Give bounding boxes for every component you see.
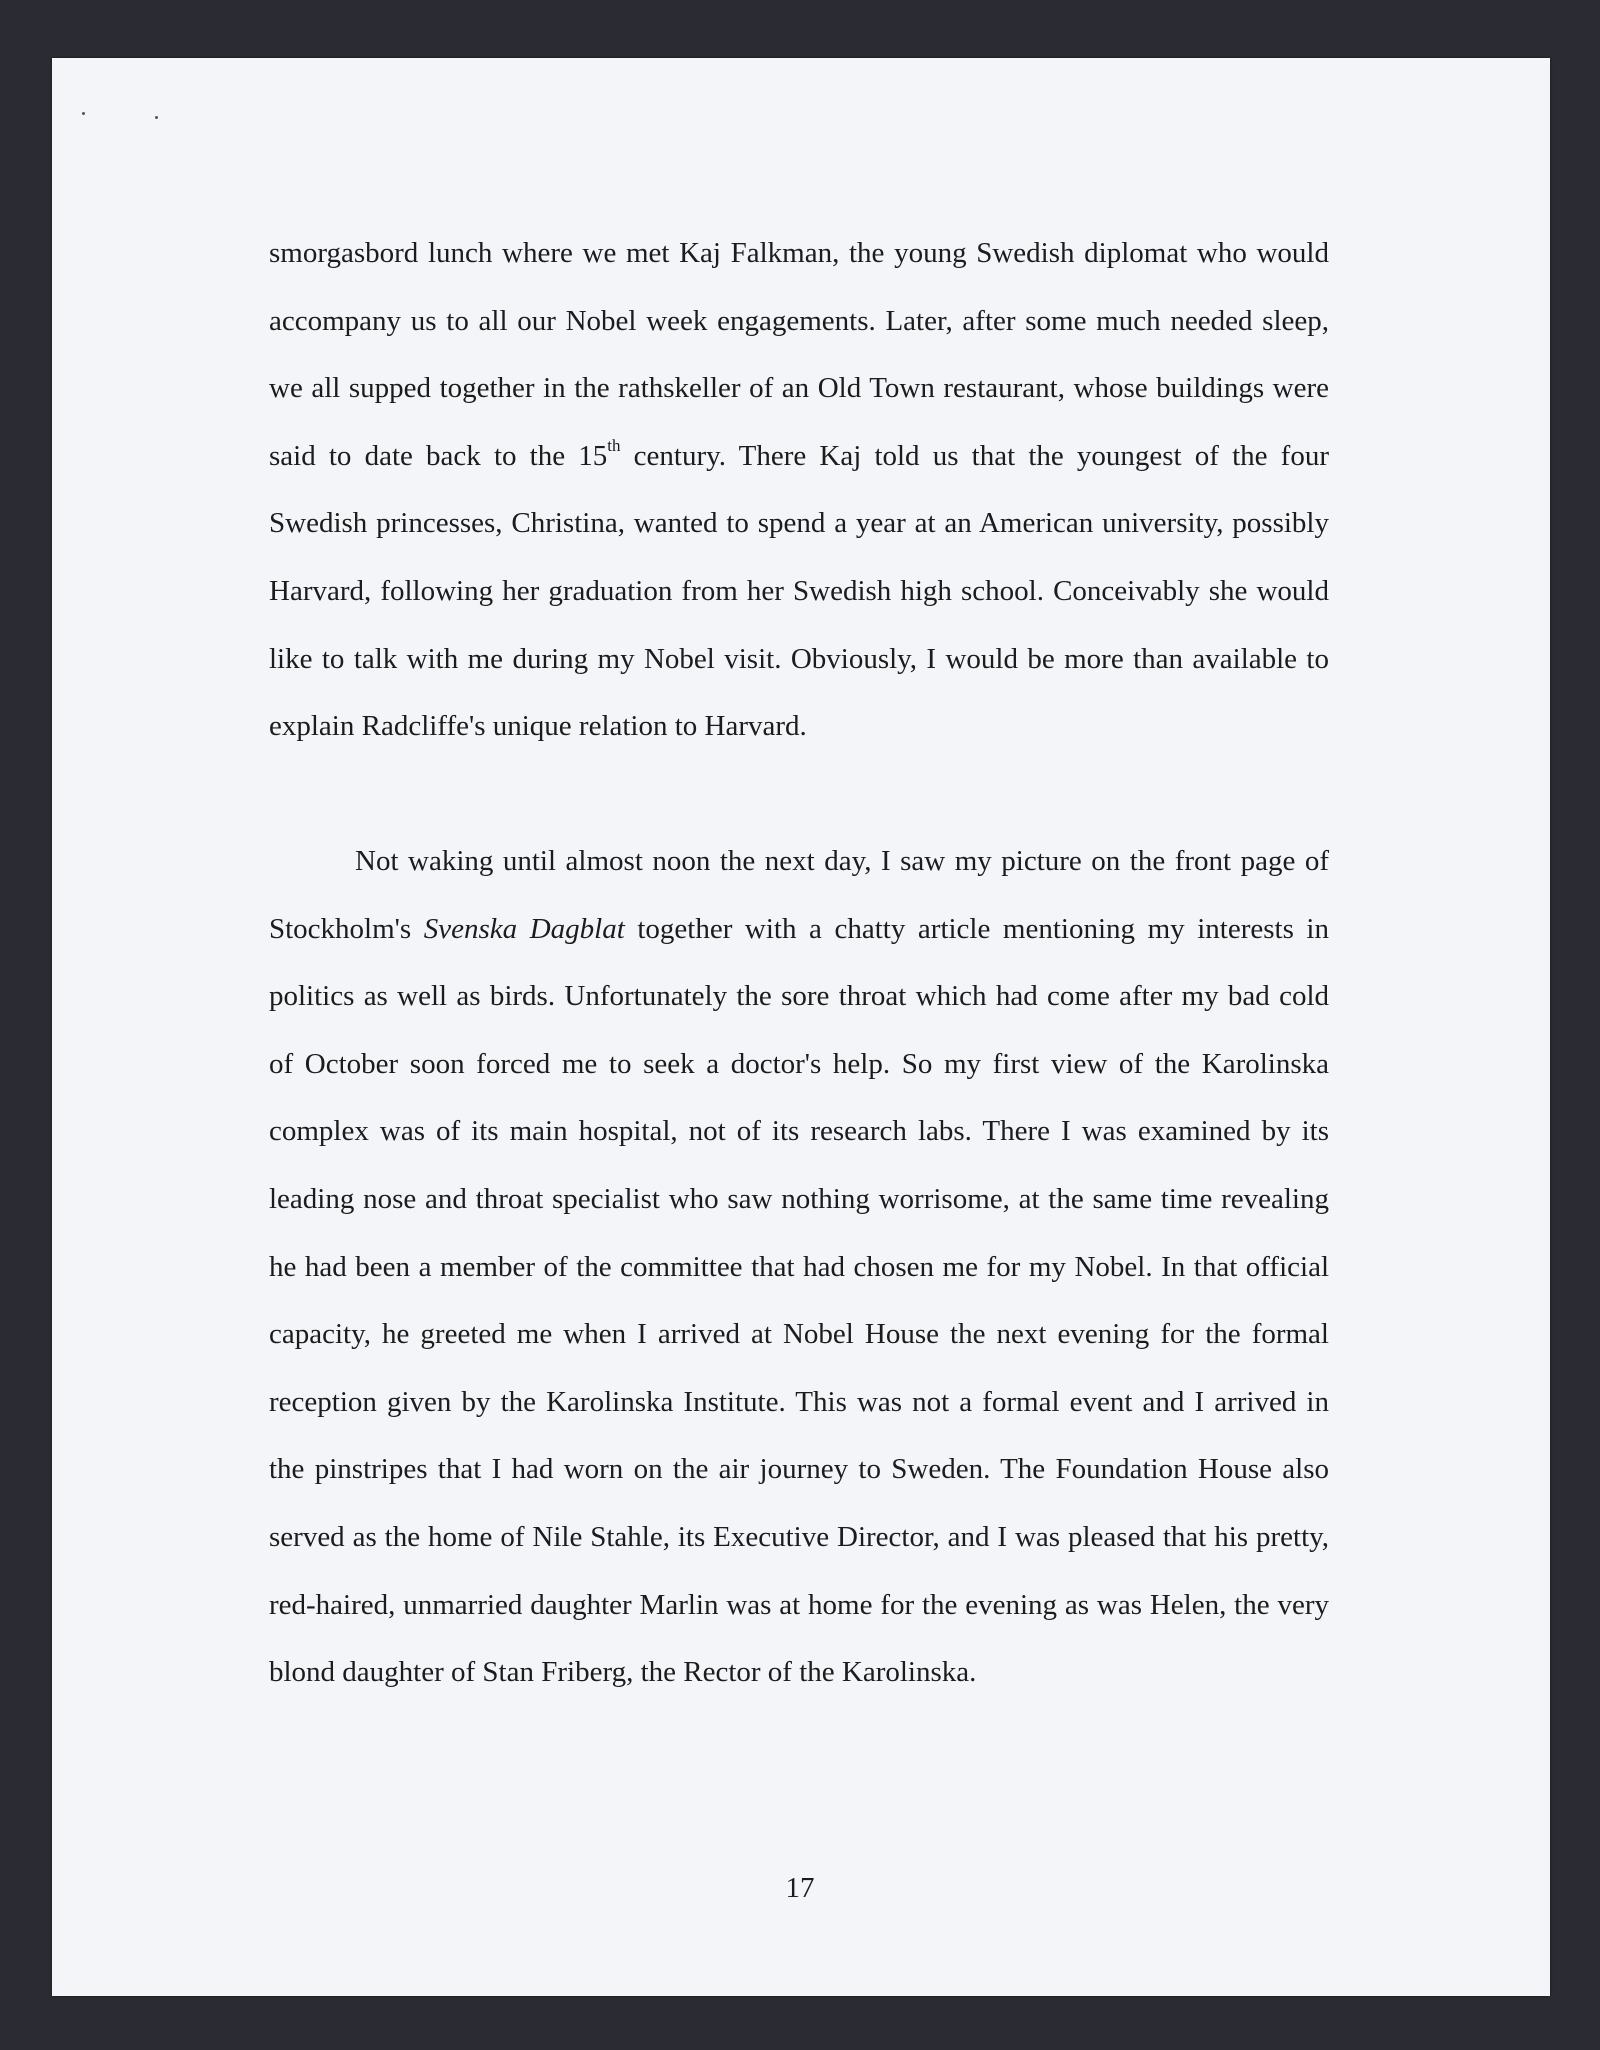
paper-speck [82, 112, 85, 115]
paragraph-2-text-b: together with a chatty article mentioning my interests in politics as well as birds. Unfortunately the sore throat which had come after my bad cold of October soon forced me to seek a doctor's help. So my first view of the Karolinska complex was of its main hospital, not of its research labs. There I was examined by its leading nose and throat specialist who saw nothing worrisome, at the same time revealing he had been a member of the committee that had chosen me for my Nobel. In that official capacity, he greeted me when I arrived at Nobel House the next evening for the formal reception given by the Karolinska Institute. This was not a formal event and I arrived in the pinstripes that I had worn on the air journey to Sweden. The Foundation House also served as the home of Nile Stahle, its Executive Director, and I was pleased that his pretty, red-haired, unmarried daughter Marlin was at home for the evening as was Helen, the very blond daughter of Stan Friberg, the Rector of the Karolinska. [269, 912, 1329, 1689]
paragraph-1-text-b: century. There Kaj told us that the youngest of the four Swedish princesses, Christina, wanted to spend a year at an American university, possibly Harvard, following her graduation from her Swedish high school. Conceivably she would like to talk with me during my Nobel visit. Obviously, I would be more than available to explain Radcliffe's unique relation to Harvard. [269, 439, 1330, 743]
paper-speck [155, 116, 158, 119]
page-number: 17 [785, 1872, 815, 1904]
paragraph-1-text-a: smorgasbord lunch where we met Kaj Falkman, the young Swedish diplomat who would accompany us to all our Nobel week engagements. Later, after some much needed sleep, we all supped together in the rathskeller of an Old Town restaurant, whose buildings were said to date back to the 15 [269, 237, 1329, 472]
ordinal-superscript: th [607, 435, 621, 455]
paragraph-2 [269, 828, 1329, 1707]
paragraph-1 [269, 220, 1329, 761]
newspaper-title: Svenska Dagblat [423, 912, 625, 945]
paragraph-2-text-a: Not waking until almost noon the next day, I saw my picture on the front page of Stockholm's [269, 845, 1329, 945]
